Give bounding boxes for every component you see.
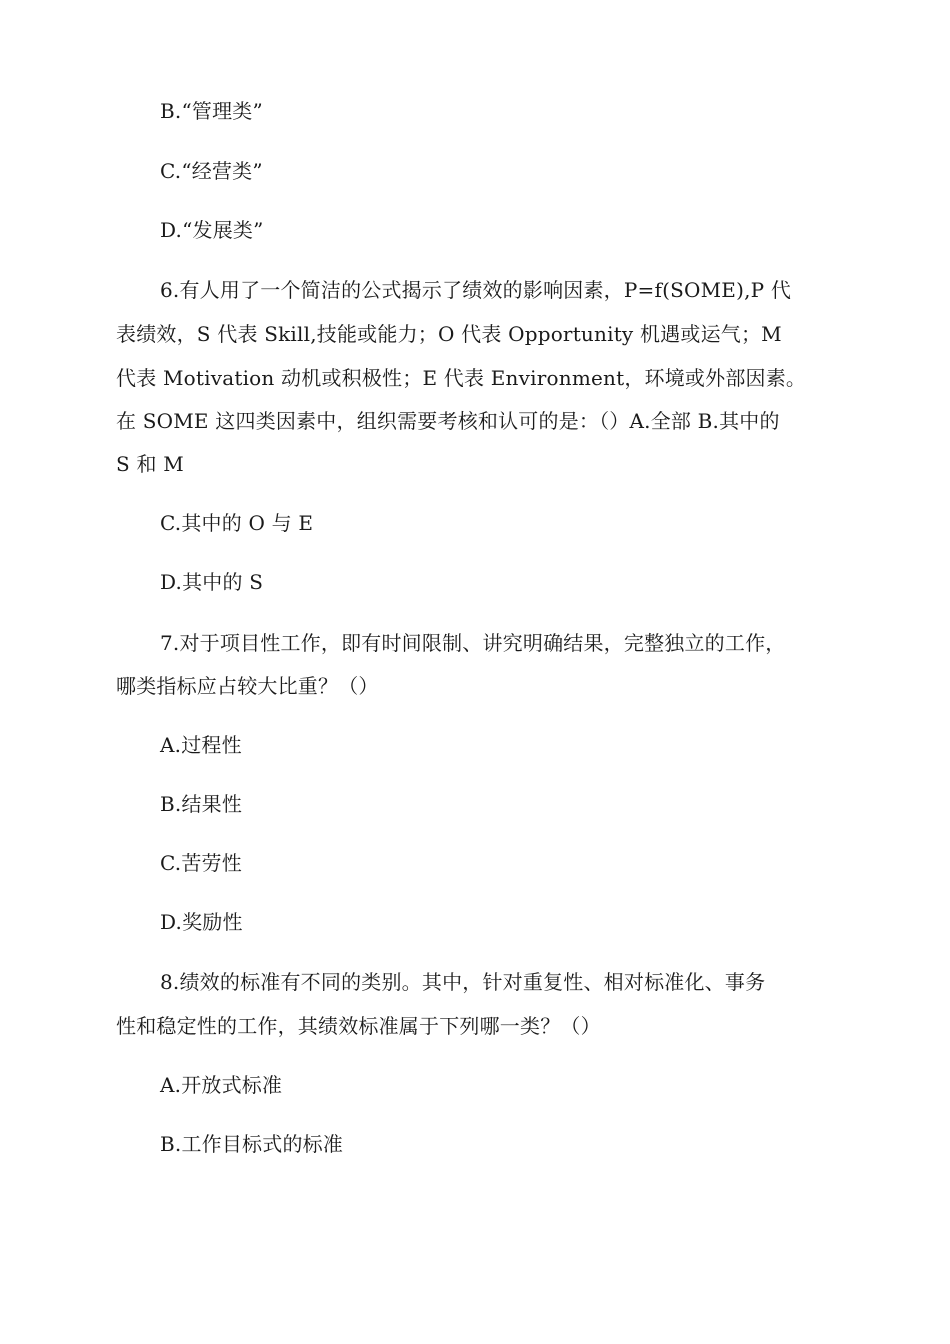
q8-option-a: A.开放式标准 <box>160 1073 283 1097</box>
q6-text-line-1: 6.有人用了一个简洁的公式揭示了绩效的影响因素，P=f(SOME),P 代 <box>160 278 792 302</box>
q6-text-line-4: 在 SOME 这四类因素中，组织需要考核和认可的是：（）A.全部 B.其中的 <box>116 409 780 433</box>
q5-option-b: B.“管理类” <box>160 99 263 123</box>
q7-text-line-1: 7.对于项目性工作，即有时间限制、讲究明确结果，完整独立的工作， <box>160 631 786 655</box>
q8-option-b: B.工作目标式的标准 <box>160 1132 344 1156</box>
q5-option-c: C.“经营类” <box>160 159 263 183</box>
q6-option-c: C.其中的 O 与 E <box>160 511 314 535</box>
q6-text-line-5: S 和 M <box>116 452 184 476</box>
q7-option-d: D.奖励性 <box>160 910 243 934</box>
q5-option-d: D.“发展类” <box>160 218 264 242</box>
q7-option-b: B.结果性 <box>160 792 243 816</box>
q6-option-d: D.其中的 S <box>160 570 264 594</box>
q8-text-line-1: 8.绩效的标准有不同的类别。其中，针对重复性、相对标准化、事务 <box>160 970 766 994</box>
q6-text-line-2: 表绩效，S 代表 Skill,技能或能力；O 代表 Opportunity 机遇或运气；M <box>116 322 782 346</box>
q8-text-line-2: 性和稳定性的工作，其绩效标准属于下列哪一类？（） <box>116 1014 601 1038</box>
q7-option-a: A.过程性 <box>160 733 242 757</box>
q7-option-c: C.苦劳性 <box>160 851 242 875</box>
q6-text-line-3: 代表 Motivation 动机或积极性；E 代表 Environment，环境或外部因素。 <box>116 366 807 390</box>
q7-text-line-2: 哪类指标应占较大比重？（） <box>116 674 379 698</box>
